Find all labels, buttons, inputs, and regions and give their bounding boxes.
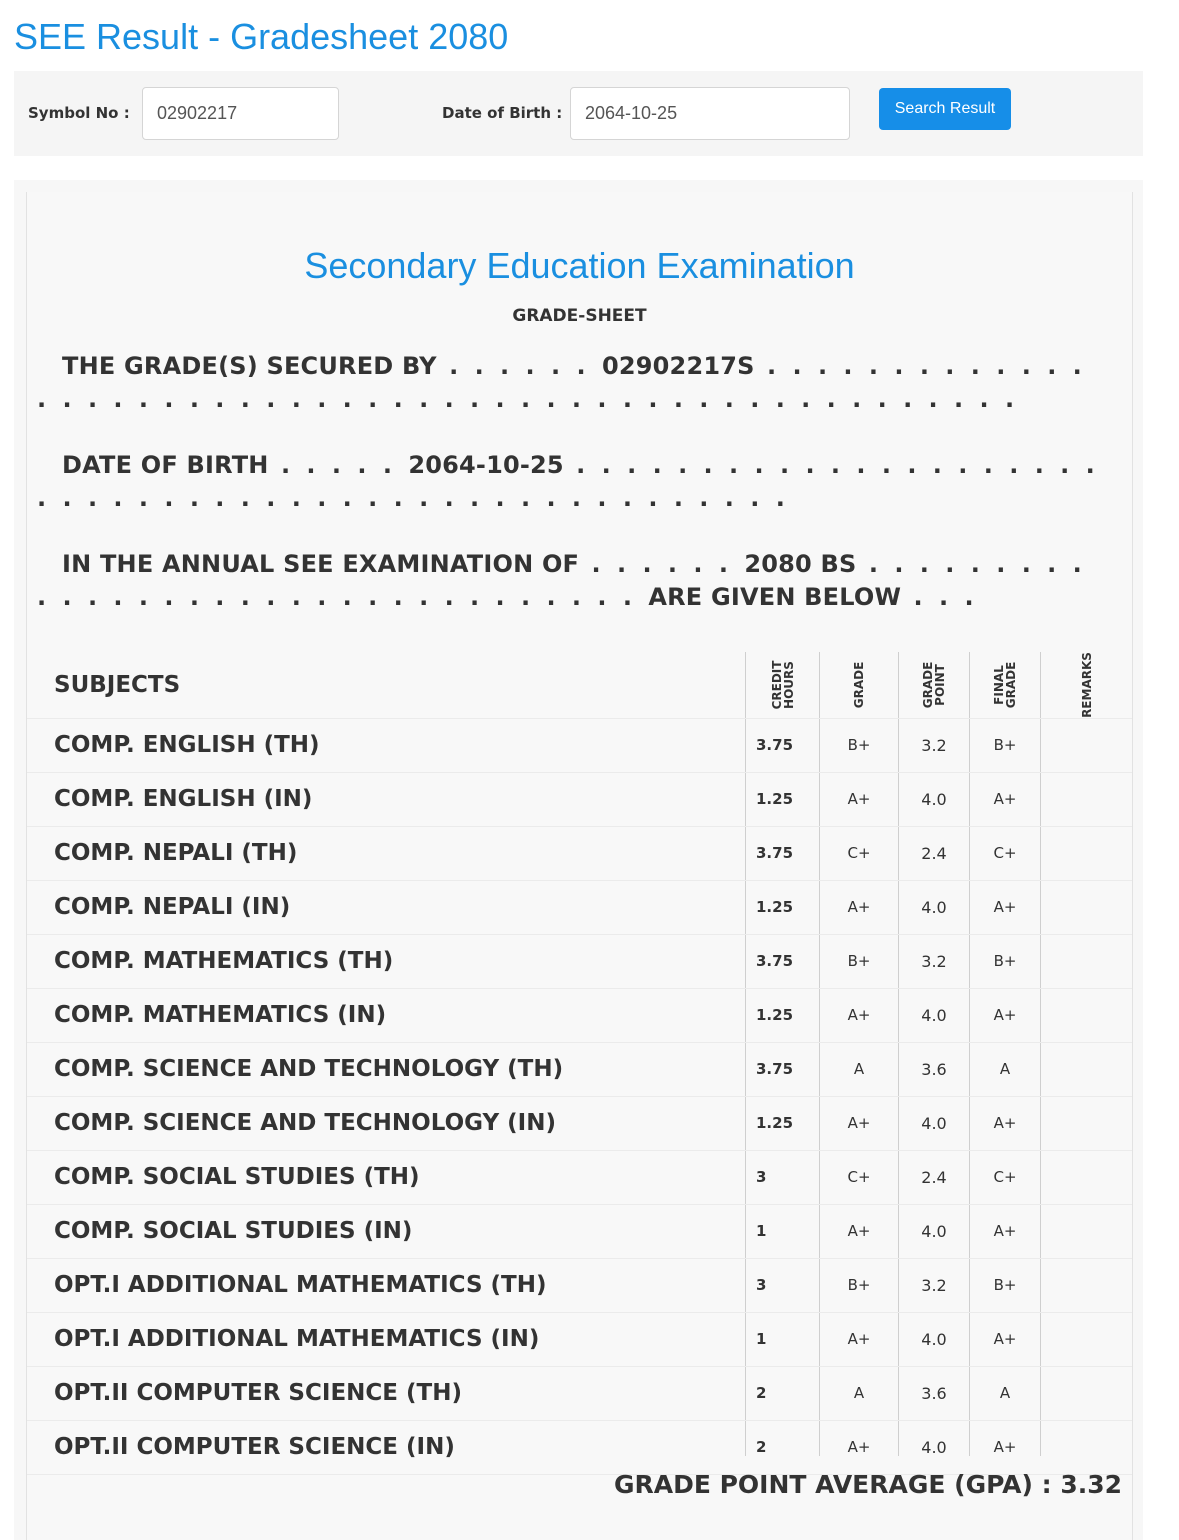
remarks-cell: [1041, 1367, 1132, 1420]
dob-line-label: DATE OF BIRTH: [62, 451, 269, 479]
final-grade-cell: A+: [993, 1222, 1017, 1240]
credit-hours-header: CREDIT HOURS: [769, 660, 796, 710]
remarks-cell: [1041, 1421, 1132, 1474]
search-result-button[interactable]: Search Result: [879, 88, 1011, 130]
grade-point-cell: 3.6: [921, 1060, 947, 1079]
remarks-cell: [1041, 1043, 1132, 1096]
remarks-cell: [1041, 881, 1132, 934]
secured-by-value: 02902217S: [601, 352, 755, 380]
grades-table: [27, 652, 1132, 1475]
grade-point-cell: 4.0: [921, 1438, 947, 1457]
remarks-cell: [1041, 1205, 1132, 1258]
table-row: [27, 935, 1132, 989]
credit-hours-cell: 1.25: [756, 1006, 794, 1024]
table-row: [27, 773, 1132, 827]
table-row: [27, 1205, 1132, 1259]
table-row: [27, 827, 1132, 881]
remarks-cell: [1041, 827, 1132, 880]
grade-cell: A+: [847, 1438, 871, 1456]
final-grade-cell: A+: [993, 898, 1017, 916]
grade-point-cell: 3.2: [921, 736, 947, 755]
credit-hours-cell: 2: [756, 1384, 767, 1402]
final-grade-cell: C+: [993, 844, 1017, 862]
grade-cell: B+: [847, 952, 871, 970]
final-grade-cell: C+: [993, 1168, 1017, 1186]
page-title: SEE Result - Gradesheet 2080: [14, 16, 509, 57]
subject-cell: COMP. ENGLISH (IN): [54, 786, 313, 812]
grade-cell: A+: [847, 790, 871, 808]
credit-hours-cell: 3.75: [756, 844, 794, 862]
credit-hours-cell: 3.75: [756, 952, 794, 970]
grade-point-cell: 3.2: [921, 952, 947, 971]
exam-line: IN THE ANNUAL SEE EXAMINATION OF . . . . . . 2080 BS . . . . . . . . . . . . . . . . . . . . . . . . . . . . . . . . . ARE GIVEN BELOW . . .: [37, 550, 1086, 611]
credit-hours-cell: 3: [756, 1168, 767, 1186]
final-grade-cell: A+: [993, 1330, 1017, 1348]
grade-header: GRADE: [852, 661, 866, 709]
dob-line: DATE OF BIRTH . . . . . 2064-10-25 . . . . . . . . . . . . . . . . . . . . . . . . . . . . . . . . . . . . . . . . . . . . . . . . . . .: [37, 451, 1099, 512]
gradesheet-label: GRADE-SHEET: [512, 306, 647, 326]
dob-input[interactable]: 2064-10-25: [570, 87, 850, 140]
grade-cell: A+: [847, 1330, 871, 1348]
credit-hours-cell: 1.25: [756, 790, 794, 808]
grade-cell: A+: [847, 1006, 871, 1024]
table-row: [27, 1259, 1132, 1313]
grade-point-cell: 4.0: [921, 790, 947, 809]
credit-hours-cell: 3.75: [756, 1060, 794, 1078]
credit-hours-cell: 1.25: [756, 1114, 794, 1132]
remarks-cell: [1041, 989, 1132, 1042]
subject-cell: COMP. MATHEMATICS (TH): [54, 948, 394, 974]
grade-point-cell: 2.4: [921, 1168, 947, 1187]
final-grade-cell: B+: [993, 736, 1017, 754]
subject-cell: OPT.I ADDITIONAL MATHEMATICS (TH): [54, 1272, 547, 1298]
final-grade-cell: B+: [993, 952, 1017, 970]
grade-cell: C+: [847, 1168, 871, 1186]
subject-cell: COMP. NEPALI (IN): [54, 894, 291, 920]
grade-point-cell: 4.0: [921, 898, 947, 917]
final-grade-cell: A: [999, 1384, 1011, 1402]
table-row: [27, 989, 1132, 1043]
grade-point-cell: 4.0: [921, 1006, 947, 1025]
gpa-label: GRADE POINT AVERAGE (GPA) :: [613, 1470, 1052, 1499]
gradesheet: [26, 192, 1133, 1540]
final-grade-cell: A+: [993, 1114, 1017, 1132]
grade-point-cell: 4.0: [921, 1222, 947, 1241]
symbol-input[interactable]: 02902217: [142, 87, 339, 140]
remarks-cell: [1041, 1313, 1132, 1366]
exam-title: Secondary Education Examination: [304, 245, 855, 286]
final-grade-cell: A: [999, 1060, 1011, 1078]
subject-cell: COMP. MATHEMATICS (IN): [54, 1002, 387, 1028]
exam-line-value: 2080 BS: [744, 550, 857, 578]
grade-cell: A+: [847, 898, 871, 916]
gpa-line: [614, 1470, 1122, 1499]
grade-point-cell: 3.6: [921, 1384, 947, 1403]
table-row: [27, 1421, 1132, 1475]
table-row: [27, 1043, 1132, 1097]
remarks-cell: [1041, 935, 1132, 988]
final-grade-cell: B+: [993, 1276, 1017, 1294]
remarks-cell: [1041, 719, 1132, 772]
gpa-value: 3.32: [1060, 1470, 1122, 1499]
grade-cell: C+: [847, 844, 871, 862]
remarks-cell: [1041, 1097, 1132, 1150]
secured-by-line: THE GRADE(S) SECURED BY . . . . . . 02902217S . . . . . . . . . . . . . . . . . . . . . . . . . . . . . . . . . . . . . . . . . . . . . . . . . . . .: [37, 352, 1086, 413]
remarks-cell: [1041, 1151, 1132, 1204]
subject-cell: COMP. SCIENCE AND TECHNOLOGY (TH): [54, 1056, 564, 1082]
remarks-header: REMARKS: [1079, 652, 1094, 718]
grade-cell: A+: [847, 1114, 871, 1132]
grade-point-cell: 4.0: [921, 1330, 947, 1349]
grade-point-header: GRADE POINT: [921, 661, 947, 709]
grade-cell: A: [853, 1060, 865, 1078]
search-form: [14, 71, 1143, 156]
gradesheet-panel: [14, 180, 1143, 1540]
subject-cell: OPT.II COMPUTER SCIENCE (TH): [54, 1380, 462, 1406]
table-header: [27, 652, 1132, 719]
final-grade-header: FINAL GRADE: [992, 661, 1018, 709]
table-row: [27, 719, 1132, 773]
grade-point-cell: 4.0: [921, 1114, 947, 1133]
dob-line-value: 2064-10-25: [408, 451, 564, 479]
credit-hours-cell: 3.75: [756, 736, 794, 754]
subject-cell: OPT.I ADDITIONAL MATHEMATICS (IN): [54, 1326, 540, 1352]
subject-cell: COMP. NEPALI (TH): [54, 840, 298, 866]
grade-point-cell: 2.4: [921, 844, 947, 863]
credit-hours-cell: 2: [756, 1438, 767, 1456]
grade-cell: A: [853, 1384, 865, 1402]
grade-cell: B+: [847, 736, 871, 754]
subject-cell: OPT.II COMPUTER SCIENCE (IN): [54, 1434, 455, 1460]
secured-by-label: THE GRADE(S) SECURED BY: [62, 352, 437, 380]
subject-cell: COMP. SOCIAL STUDIES (TH): [54, 1164, 420, 1190]
credit-hours-cell: 3: [756, 1276, 767, 1294]
grade-cell: B+: [847, 1276, 871, 1294]
exam-line-label: IN THE ANNUAL SEE EXAMINATION OF: [62, 550, 580, 578]
grade-cell: A+: [847, 1222, 871, 1240]
final-grade-cell: A+: [993, 1006, 1017, 1024]
remarks-cell: [1041, 1259, 1132, 1312]
exam-line-suffix: ARE GIVEN BELOW: [648, 583, 902, 611]
final-grade-cell: A+: [993, 1438, 1017, 1456]
remarks-cell: [1041, 773, 1132, 826]
subject-cell: COMP. SOCIAL STUDIES (IN): [54, 1218, 413, 1244]
table-row: [27, 881, 1132, 935]
table-row: [27, 1313, 1132, 1367]
table-row: [27, 1097, 1132, 1151]
table-row: [27, 1367, 1132, 1421]
dob-label: Date of Birth :: [442, 104, 563, 122]
subjects-header: SUBJECTS: [54, 672, 181, 698]
symbol-label: Symbol No :: [28, 104, 130, 122]
credit-hours-cell: 1: [756, 1330, 767, 1348]
grade-point-cell: 3.2: [921, 1276, 947, 1295]
subject-cell: COMP. SCIENCE AND TECHNOLOGY (IN): [54, 1110, 556, 1136]
credit-hours-cell: 1: [756, 1222, 767, 1240]
final-grade-cell: A+: [993, 790, 1017, 808]
table-row: [27, 1151, 1132, 1205]
credit-hours-cell: 1.25: [756, 898, 794, 916]
subject-cell: COMP. ENGLISH (TH): [54, 732, 320, 758]
